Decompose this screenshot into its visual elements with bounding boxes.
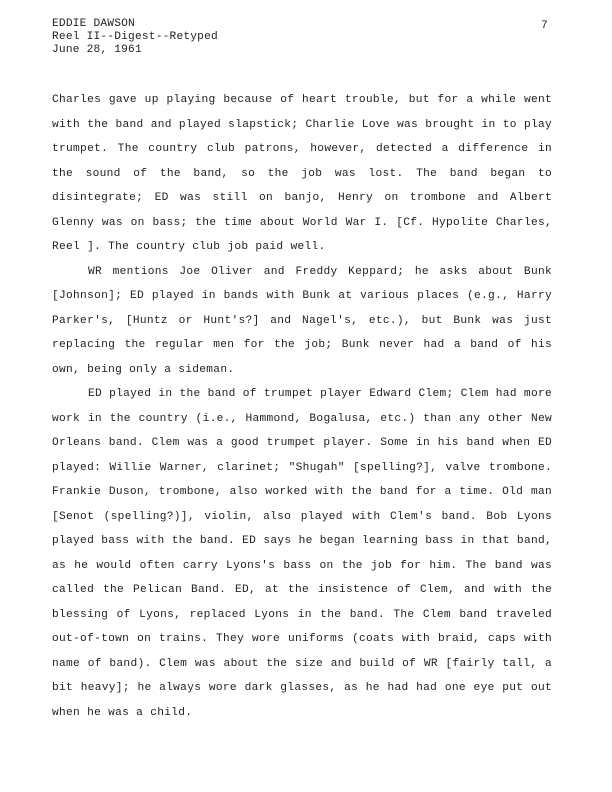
paragraph-3: ED played in the band of trumpet player Edward Clem; Clem had more work in the country (i.e., Hammond, Bogalusa, etc.) than any other New Orleans band. Clem was a good trumpet player. Some in his band when ED played: Willie Warner, clarinet; "Shugah" [spelling?], valve trombone. Frankie Duson, trombone, also worked with the band for a time. Old man [Senot (spelling?)], violin, also played with Clem's band. Bob Lyons played bass with the band. ED says he began learning bass in that band, as he would often carry Lyons's bass on the job for him. The band was called the Pelican Band. ED, at the insistence of Clem, and with the blessing of Lyons, replaced Lyons in the band. The Clem band traveled out-of-town on trains. They wore uniforms (coats with braid, caps with name of band). Clem was about the size and build of WR [fairly tall, a bit heavy]; he always wore dark glasses, as he had had one eye put out when he was a child. (52, 388, 552, 719)
document-body (52, 88, 552, 725)
paragraph-1: Charles gave up playing because of heart trouble, but for a while went with the band and played slapstick; Charlie Love was brought in to play trumpet. The country club patrons, however, detected a difference in the sound of the band, so the job was lost. The band began to disintegrate; ED was still on banjo, Henry on trombone and Albert Glenny was on bass; the time about World War I. [Cf. Hypolite Charles, Reel ]. The country club job paid well. (52, 94, 552, 253)
document-header (52, 18, 218, 57)
header-name: EDDIE DAWSON (52, 18, 135, 30)
header-date: June 28, 1961 (52, 44, 142, 56)
header-reel: Reel II--Digest--Retyped (52, 31, 218, 43)
page-number: 7 (541, 20, 548, 32)
paragraph-2: WR mentions Joe Oliver and Freddy Keppard; he asks about Bunk [Johnson]; ED played in bands with Bunk at various places (e.g., Harry Parker's, [Huntz or Hunt's?] and Nagel's, etc.), but Bunk was just replacing the regular men for the job; Bunk never had a band of his own, being only a sideman. (52, 265, 552, 376)
